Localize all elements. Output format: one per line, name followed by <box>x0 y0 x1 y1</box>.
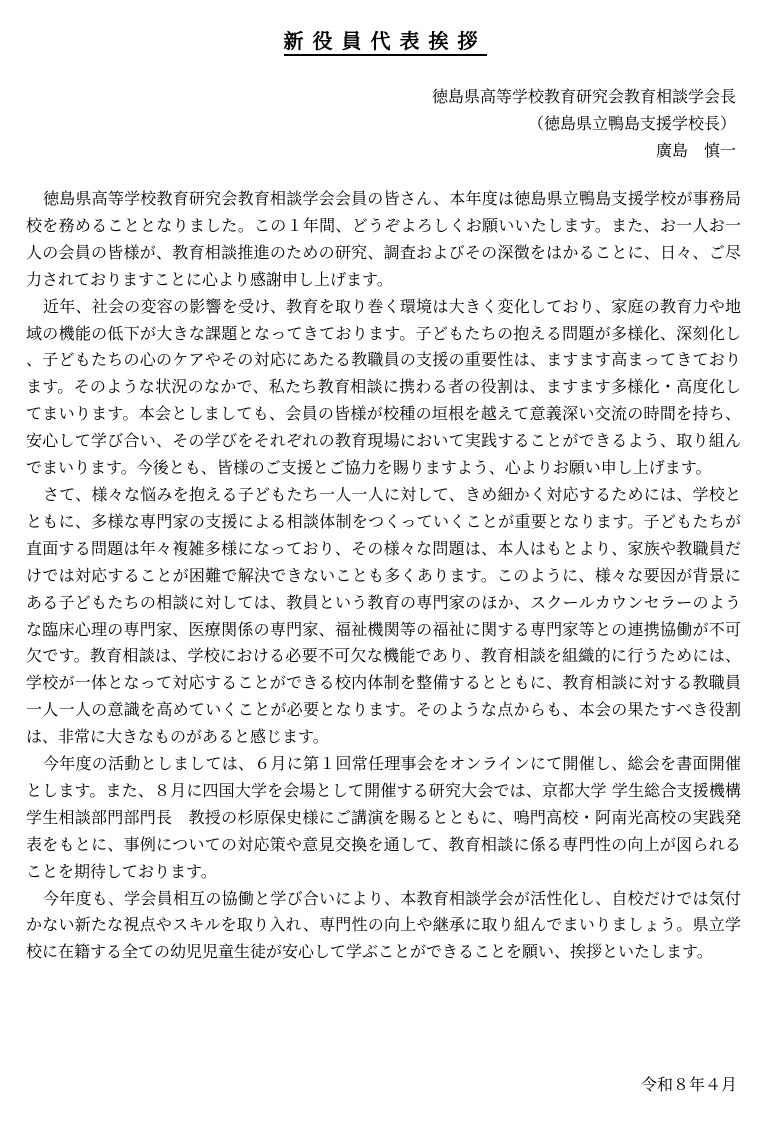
document-title <box>0 26 770 56</box>
paragraph-activities: 今年度の活動としましては、６月に第１回常任理事会をオンラインにて開催し、総会を書面開催とします。また、８月に四国大学を会場として開催する研究大会では、京都大学 学生総合支援機構 学生相談部門部門長 教授の杉原保史様にご講演を賜るとともに、鳴門高校・阿南光高校の実践発表をもとに、事例についての対応策や意見交換を通して、教育相談に係る専門性の向上が図られることを期待しております。 <box>26 754 741 881</box>
paragraph-social-context: 近年、社会の変容の影響を受け、教育を取り巻く環境は大きく変化しており、家庭の教育力や地域の機能の低下が大きな課題となってきております。子どもたちの抱える問題が多様化、深刻化し、子どもたちの心のケアやその対応にあたる教職員の支援の重要性は、ますます高まってきております。そのような状況のなかで、私たち教育相談に携わる者の役割は、ますます多様化・高度化してまいります。本会としましても、会員の皆様が校種の垣根を越えて意義深い交流の時間を持ち、安心して学び合い、その学びをそれぞれの教育現場において実践することができるよう、取り組んでまいります。今後とも、皆様のご支援とご協力を賜りますよう、心よりお願い申し上げます。 <box>26 296 741 478</box>
paragraph-collaboration: さて、様々な悩みを抱える子どもたち一人一人に対して、きめ細かく対応するためには、学校とともに、多様な専門家の支援による相談体制をつくっていくことが重要となります。子どもたちが直面する問題は年々複雑多様になっており、その様々な問題は、本人はもとより、家族や教職員だけでは対応することが困難で解決できないことも多くあります。このように、様々な要因が背景にある子どもたちの相談に対しては、教員という教育の専門家のほか、スクールカウンセラーのような臨床心理の専門家、医療関係の専門家、福祉機関等の福祉に関する専門家等との連携協働が不可欠です。教育相談は、学校における必要不可欠な機能であり、教育相談を組織的に行うためには、学校が一体となって対応することができる校内体制を整備するとともに、教育相談に対する教職員一人一人の意識を高めていくことが必要となります。そのような点からも、本会の果たすべき役割は、非常に大きなものがあると感じます。 <box>26 484 741 747</box>
paragraph-greeting: 徳島県高等学校教育研究会教育相談学会会員の皆さん、本年度は徳島県立鴨島支援学校が事務局校を務めることとなりました。この１年間、どうぞよろしくお願いいたします。また、お一人お一人の会員の皆様が、教育相談推進のための研究、調査およびその深徴をはかることに、日々、ご尽力されておりますことに心より感謝申し上げます。 <box>26 189 741 289</box>
paragraph-closing: 今年度も、学会員相互の協働と学び合いにより、本教育相談学会が活性化し、自校だけでは気付かない新たな視点やスキルを取り入れ、専門性の向上や継承に取り組んでまいりましょう。県立学校に在籍する全ての幼児児童生徒が安心して学ぶことができることを願い、挨拶といたします。 <box>26 888 741 962</box>
author-position: 徳島県高等学校教育研究会教育相談学会長 <box>431 87 736 106</box>
author-block <box>432 83 736 164</box>
document-date: 令和８年４月 <box>640 1075 737 1094</box>
author-affiliation: （徳島県立鴨島支援学校長） <box>527 114 736 133</box>
author-name: 廣島 慎一 <box>655 141 736 160</box>
document-title-text: 新役員代表挨拶 <box>284 29 487 56</box>
document-body <box>26 186 741 966</box>
